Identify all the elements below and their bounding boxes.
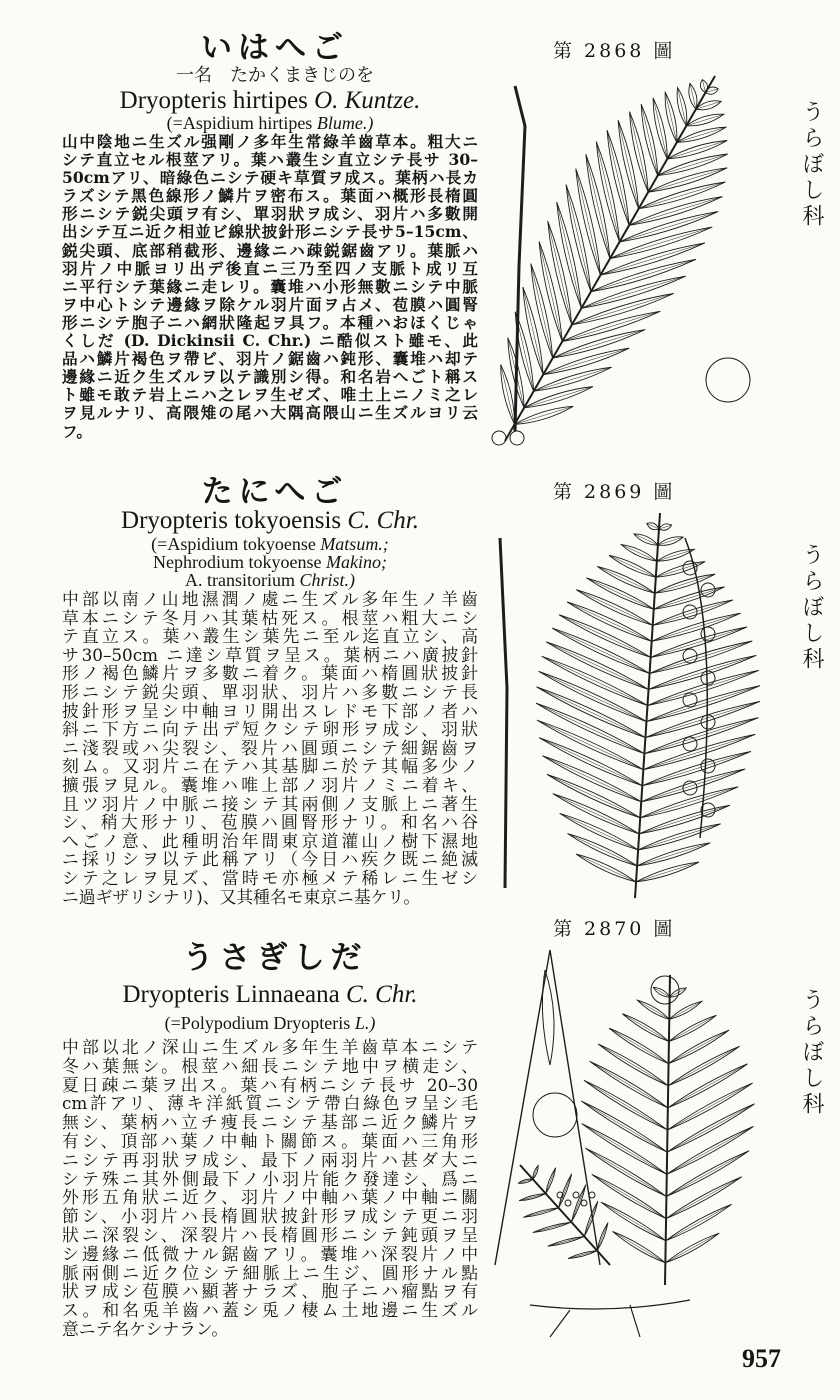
- description-line: 狀ニ深裂シ、深裂片ハ長楕圓形ニシテ鈍頭ヲ呈: [62, 1225, 478, 1245]
- synonym-name: (=Aspidium hirtipes: [166, 113, 313, 133]
- description-line: 擴張ヲ見ル。囊堆ハ唯上部ノ羽片ノミニ着キ、: [62, 775, 478, 795]
- description-line: ヲ見ルナリ、高隈雉の尾ハ大隅高隈山ニ生ズルヨリ云: [62, 404, 478, 423]
- sorus-mark: [581, 1200, 587, 1206]
- pinna-midrib: [651, 627, 747, 657]
- pinna-midrib: [641, 104, 658, 175]
- pinna-midrib: [667, 1104, 754, 1152]
- pinna-midrib: [568, 1251, 597, 1259]
- description-line: ラズシテ黑色線形ノ鱗片ヲ密布ス。葉面ハ概形長楕圓: [62, 187, 478, 206]
- latin-genus-species: Dryopteris hirtipes: [119, 87, 308, 114]
- latin-genus-species: Dryopteris tokyoensis: [121, 507, 342, 534]
- description-line: 有シ、頂部ハ葉ノ中軸ト關節ス。葉面ハ三角形: [62, 1131, 478, 1151]
- description-line: 形ノ褐色鱗片ヲ多數ニ着ク。葉面ハ楕圓狀披針: [62, 664, 478, 683]
- entry-3-title: うさぎしだ: [182, 940, 368, 976]
- description-line: 冬ハ葉無シ。根莖ハ細長ニシテ地中ヲ横走シ、: [62, 1056, 478, 1076]
- pinna-midrib: [597, 1223, 608, 1251]
- description-line: 披針形ヲ呈シ中軸ヨリ開出スレドモ下部ノ者ハ: [62, 701, 478, 721]
- pinna-midrib: [519, 1194, 546, 1201]
- pinna-midrib: [640, 787, 738, 818]
- description-line: フ。: [62, 422, 92, 441]
- synonym-author: L.): [354, 1013, 376, 1033]
- description-line: 羽片ノ中脈ヨリ出デ後直ニ三乃至四ノ支脈ト成リ互: [62, 259, 478, 278]
- pinna-midrib: [678, 88, 687, 126]
- description-line: 山中陰地ニ生ズル强剛ノ多年生常綠羊齒草本。粗大ニ: [62, 133, 478, 151]
- entry-1-title: いはへご: [201, 30, 349, 66]
- fern-illustration-2869: [485, 508, 790, 908]
- description-line: ニ採リシヲ以テ此稱アリ（今日ハ疾ク既ニ絶滅: [62, 850, 478, 869]
- description-line: 邊緣ニ近ク生ズルヲ以テ識別シ得。和名岩へごト稱ス: [62, 368, 478, 387]
- rachis: [520, 1165, 610, 1265]
- description-line: へごノ意、此種明治年間東京道灌山ノ樹下濕地: [62, 831, 478, 851]
- figure-label-2869: 第 2869 圖: [553, 481, 676, 503]
- pinna-midrib: [618, 120, 639, 208]
- description-line: テ直立ス。葉ハ叢生シ葉先ニ至ル迄直立シ、高: [62, 627, 478, 646]
- description-line: ニシテ再羽狀ヲ成シ、最下ノ兩羽片ハ甚ダ大ニ: [62, 1150, 478, 1170]
- pinna-midrib: [665, 92, 677, 142]
- synonym-name: (=Aspidium tokyoense: [151, 534, 316, 554]
- description-line: シ邊緣ニ低微ナル鋸齒アリ。囊堆ハ深裂片ノ中: [62, 1244, 478, 1264]
- description-line: ニ平行シテ葉緣ニ走レリ。囊堆ハ小形無數ニシテ中脈: [62, 277, 478, 296]
- pinna-midrib: [598, 1044, 668, 1086]
- pinna-midrib: [666, 1204, 732, 1240]
- pinna-midrib: [653, 987, 669, 997]
- pinna-midrib: [571, 1185, 585, 1222]
- latin-author: O. Kuntze.: [314, 87, 421, 114]
- description-line: 無シ、葉柄ハ立チ痩長ニシテ基部ニ近ク鱗片ヲ: [62, 1113, 478, 1132]
- pinna-midrib: [567, 602, 652, 641]
- description-line: ト雖モ敢テ岩上ニハ之レヲ生ゼズ、唯土上ニノミ之レ: [62, 386, 478, 405]
- description-line: 斜ニ下方ニ向テ出デ短クシテ卵形ヲ成シ、羽狀: [62, 720, 478, 739]
- sorus-mark: [565, 1200, 571, 1206]
- description-line: 形ニシテ鋭尖頭、單羽狀、羽片ハ多數ニシテ長: [62, 682, 478, 702]
- description-line: シ、稍大形ナリ、苞膜ハ圓腎形ナリ。和名ハ谷: [62, 813, 478, 832]
- description-line: シテ直立セル根莖アリ。葉ハ叢生シ直立シテ長サ 30–: [62, 151, 478, 170]
- rhizome: [530, 1300, 690, 1337]
- description-line: 意ニテ名ケシナラン。: [62, 1319, 229, 1339]
- entry-3-latin-name: [62, 982, 478, 1008]
- description-line: 出シテ互ニ近ク相並ビ線狀披針形ニシテ長サ5–15cm、: [62, 223, 478, 242]
- pinna-midrib: [531, 264, 553, 358]
- stipe: [515, 86, 525, 431]
- description-line: 刻ム。又羽片ニ在テハ其基脚ニ於テ其幅多少ノ: [62, 757, 478, 776]
- description-line: 中部以南ノ山地濕潤ノ處ニ生ズル多年生ノ羊齒: [62, 590, 478, 609]
- pinna-midrib: [568, 834, 638, 866]
- description-line: サ30–50cm ニ達シ草質ヲ呈ス。葉柄ニハ廣披針: [62, 645, 478, 665]
- entry-2-synonym-3: [62, 571, 478, 589]
- pinna-midrib: [585, 1148, 666, 1196]
- description-line: 節シ、小羽片ハ長楕圓狀披針形ヲ成シテ更ニ羽: [62, 1207, 478, 1226]
- entry-1-description: [62, 133, 478, 441]
- pinna-midrib: [576, 854, 636, 882]
- description-line: 夏日疎ニ葉ヲ出ス。葉ハ有柄ニシテ長サ 20–30: [62, 1075, 478, 1095]
- stipe: [495, 950, 600, 1265]
- pinna-midrib: [582, 1124, 667, 1175]
- pinna-midrib: [546, 1168, 556, 1194]
- fern-illustration-2870: [490, 945, 785, 1340]
- synonym-name: A. transitorium: [184, 570, 295, 590]
- synonym-author: Christ.): [299, 570, 355, 590]
- indusium-detail: [533, 1093, 577, 1137]
- pinna-midrib: [642, 751, 751, 785]
- page-number: 957: [742, 1344, 781, 1373]
- pinna-midrib: [637, 843, 710, 866]
- description-line: 形ニシテ胞子ニハ網狀隆起ヲ具フ。本種ハおほくじゃ: [62, 313, 478, 332]
- pinna-midrib: [669, 1001, 702, 1019]
- pinna-midrib: [548, 1236, 584, 1246]
- description-line: 外形五角狀ニ近ク、羽片ノ中軸ハ葉ノ中軸ニ關: [62, 1188, 478, 1208]
- pinna-midrib: [641, 769, 745, 802]
- description-line: ヲ中心トシテ邊緣ヲ除ケル羽片面ヲ占メ、苞膜ハ圓腎: [62, 295, 478, 314]
- latin-author: C. Chr.: [347, 507, 419, 534]
- description-line: 形ニシテ鋭尖頭ヲ有シ、單羽狀ヲ成シ、羽片ハ多數開: [62, 205, 478, 224]
- indusium-detail: [706, 358, 750, 402]
- sorus-mark: [701, 627, 715, 641]
- pinna-midrib: [586, 578, 653, 609]
- pinna-midrib: [552, 628, 650, 673]
- sorus-mark: [573, 1192, 579, 1198]
- synonym-author: Matsum.;: [320, 534, 389, 554]
- pinna-midrib: [668, 1083, 753, 1130]
- figure-label-2868: 第 2868 圖: [553, 40, 676, 62]
- description-line: 中部以北ノ深山ニ生ズル多年生羊齒草本ニシテ: [62, 1038, 478, 1057]
- description-line: ニ淺裂或ハ尖裂シ、裂片ハ圓頭ニシテ細鋸齒ヲ: [62, 738, 478, 758]
- pinna-midrib: [523, 287, 543, 375]
- description-line: ス。和名兎羊齒ハ蓋シ兎ノ棲ム土地邊ニ生ズル: [62, 1301, 478, 1320]
- sorus-mark: [510, 431, 524, 445]
- pinna-midrib: [649, 655, 757, 689]
- entry-2-synonym-1: [62, 535, 478, 553]
- entry-3-description: [62, 1038, 478, 1339]
- description-line: 50cmアリ、暗綠色ニシテ硬キ草質ヲ成ス。葉柄ハ長カ: [62, 169, 478, 188]
- synonym-name: Nephrodium tokyoense: [153, 552, 322, 572]
- fern-illustration-2868: [485, 66, 785, 456]
- description-line: 鋭尖頭、底部稍截形、邊緣ニハ疎鋭鋸齒アリ。葉脈ハ: [62, 241, 478, 260]
- pinna-midrib: [657, 549, 694, 561]
- entry-2-synonym-2: [62, 553, 478, 571]
- pinna-midrib: [576, 169, 601, 275]
- description-line: シテ殊ニ其外側最下ノ小羽片能ク發達シ、爲ニ: [62, 1169, 478, 1189]
- pinna-midrib: [566, 185, 591, 292]
- pinna-midrib: [533, 1222, 572, 1232]
- entry-2-latin-name: [62, 508, 478, 534]
- description-line: cm許アリ、薄キ洋紙質ニシテ帶白綠色ヲ呈シ毛: [62, 1094, 478, 1114]
- latin-genus-species: Dryopteris Linnaeana: [122, 981, 340, 1008]
- pinna-midrib: [638, 824, 720, 850]
- pinna-midrib: [650, 641, 753, 673]
- description-line: ニ過ギザリシナリ)、又其種名モ東京ニ基ケリ。: [62, 887, 421, 907]
- description-line: 脈兩側ニ近ク位シテ細脈上ニ生ジ、圓形ナル點: [62, 1263, 478, 1283]
- figure-label-2870: 第 2870 圖: [553, 918, 676, 940]
- sorus-mark: [492, 431, 506, 445]
- synonym-author: Makino;: [325, 552, 387, 572]
- pinna-midrib: [630, 112, 649, 192]
- pinna-midrib: [666, 1151, 749, 1197]
- pinna-midrib: [592, 1174, 666, 1218]
- synonym-author: Blume.): [316, 113, 374, 133]
- stipe: [500, 538, 507, 888]
- family-label-3: うらぼし科: [799, 988, 824, 1118]
- pinna-midrib: [656, 562, 705, 578]
- pinna-midrib: [557, 202, 582, 308]
- pinna-midrib: [590, 1061, 668, 1108]
- pinna-midrib: [634, 534, 658, 545]
- entry-1-synonym: [62, 114, 478, 132]
- entry-1-latin-name: [62, 88, 478, 114]
- pinna-midrib: [584, 1080, 668, 1130]
- description-line: 品ハ鱗片褐色ヲ帶ビ、羽片ノ鋸齒ハ鈍形、囊堆ハ却テ: [62, 350, 478, 369]
- description-line: 且ツ羽片ノ中脈ニ接シテ其兩側ノ支脈上ニ著生: [62, 794, 478, 814]
- pinna-midrib: [553, 794, 639, 834]
- sorus-mark: [701, 715, 715, 729]
- pinna-midrib: [639, 805, 730, 834]
- entry-1-alias: 一名 たかくまきじのを: [176, 65, 374, 86]
- pinna-midrib: [652, 613, 741, 641]
- pinna-midrib: [607, 130, 629, 225]
- family-label-2: うらぼし科: [799, 543, 824, 673]
- pinna-midrib: [668, 1046, 739, 1085]
- description-line: くしだ (D. Dickinsii C. Chr.) ニ酷似スト雖モ、此: [62, 332, 478, 351]
- description-line: 狀ヲ成シ苞膜ハ顯著ナラズ、胞子ニハ瘤點ヲ有: [62, 1282, 478, 1302]
- entry-2-description: [62, 590, 478, 906]
- pinna-midrib: [613, 1231, 666, 1262]
- pinna-midrib: [637, 1000, 669, 1019]
- pinna-midrib: [668, 1064, 748, 1108]
- pinna-midrib: [666, 1177, 742, 1219]
- pinna-midrib: [576, 590, 652, 626]
- entry-2-title: たにへご: [201, 474, 349, 510]
- pinna-midrib: [667, 1126, 754, 1174]
- pinna-midrib: [601, 1202, 666, 1241]
- entry-3-synonym: [62, 1014, 478, 1032]
- pinna-midrib: [636, 862, 699, 882]
- pinna-midrib: [523, 1208, 558, 1217]
- synonym-name: (=Polypodium Dryopteris: [164, 1013, 351, 1033]
- pinna-midrib: [669, 1015, 716, 1041]
- pinna-midrib: [621, 545, 657, 562]
- sorus-mark: [589, 1192, 595, 1198]
- pinna-midrib: [581, 1101, 667, 1152]
- family-label-1: うらぼし科: [799, 100, 824, 230]
- description-line: 草本ニシテ冬月ハ其葉枯死ス。根莖ハ粗大ニシ: [62, 608, 478, 628]
- description-line: シテ之レヲ見ズ、當時モ亦極メテ稀レニ生ゼシ: [62, 868, 478, 888]
- latin-author: C. Chr.: [345, 981, 418, 1008]
- pinna-midrib: [609, 555, 656, 577]
- pinna-midrib: [542, 656, 648, 705]
